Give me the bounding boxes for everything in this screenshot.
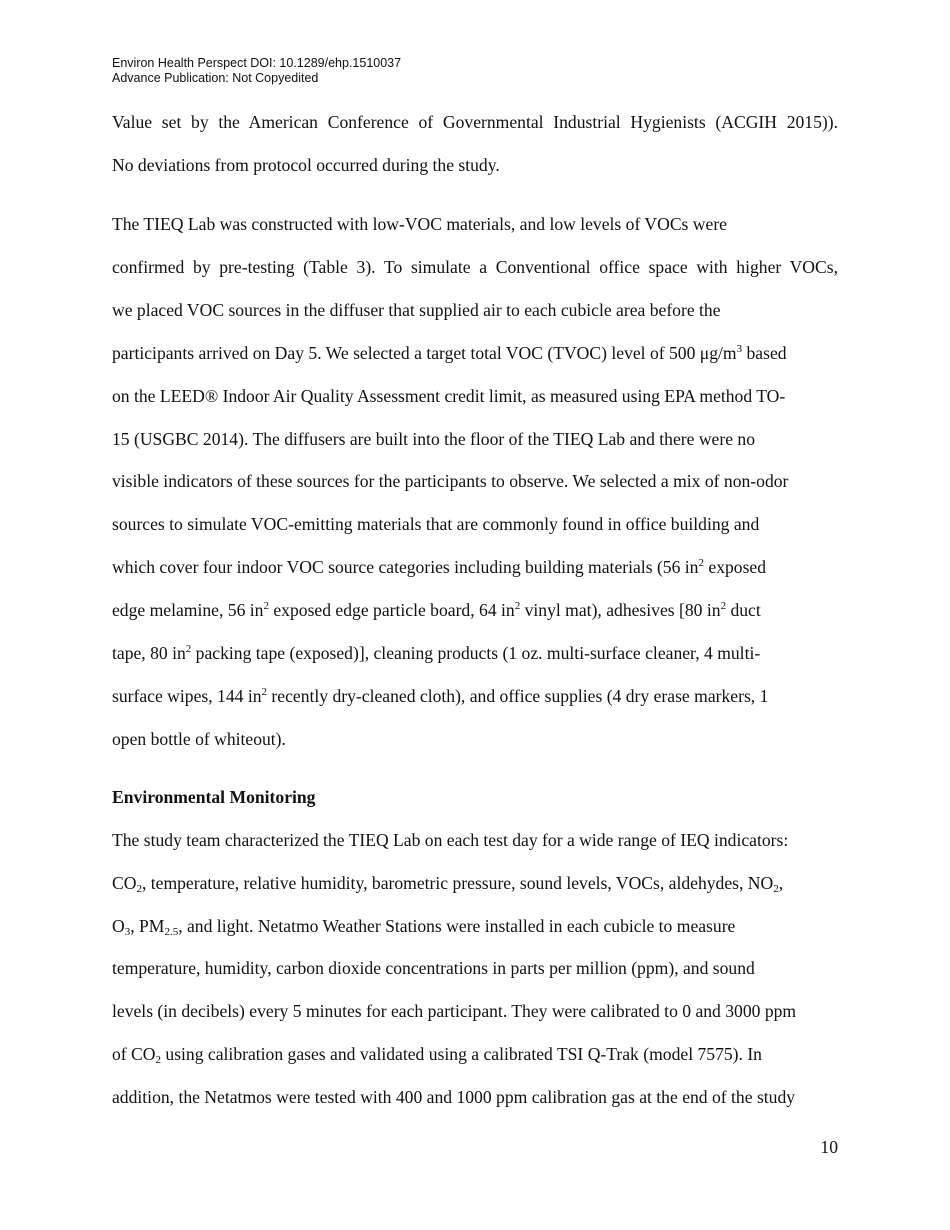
superscript: 2: [698, 557, 704, 569]
paragraph-2-line-13: open bottle of whiteout).: [112, 729, 286, 749]
paragraph-3-line-2: [112, 873, 783, 894]
paragraph-2-line-2: confirmed by pre-testing (Table 3). To simulate a Conventional office space with higher VOCs,: [112, 257, 838, 277]
paragraph-3-line-6: [112, 1044, 762, 1065]
section-heading: Environmental Monitoring: [112, 787, 316, 807]
paragraph-2-line-3: we placed VOC sources in the diffuser that supplied air to each cubicle area before the: [112, 300, 721, 320]
publication-status-line: Advance Publication: Not Copyedited: [112, 71, 319, 85]
paragraph-3-line-1: The study team characterized the TIEQ Lab on each test day for a wide range of IEQ indicators:: [112, 830, 789, 850]
text-run: based: [742, 343, 787, 363]
superscript: 2: [185, 643, 192, 655]
text-run: participants arrived on Day 5. We selected a target total VOC (TVOC) level of 500 μg/m: [112, 343, 737, 363]
text-run: tape, 80 in: [112, 643, 186, 663]
subscript: 2.5: [164, 926, 179, 938]
text-run: surface wipes, 144 in: [112, 686, 262, 706]
text-run: duct: [726, 600, 761, 620]
superscript: 2: [720, 600, 727, 612]
text-run: vinyl mat), adhesives [80 in: [520, 600, 721, 620]
text-run: CO: [112, 873, 137, 893]
paragraph-3-line-7: addition, the Netatmos were tested with 400 and 1000 ppm calibration gas at the end of the study: [112, 1087, 796, 1107]
paragraph-2-line-10: [112, 600, 761, 621]
paragraph-1-line-1: Value set by the American Conference of Governmental Industrial Hygienists (ACGIH 2015)).: [112, 112, 838, 132]
paragraph-2-line-12: [112, 686, 768, 707]
paragraph-3-line-5: levels (in decibels) every 5 minutes for each participant. They were calibrated to 0 and 3000 ppm: [112, 1001, 797, 1021]
page-number: 10: [820, 1137, 838, 1157]
text-run: exposed edge particle board, 64 in: [268, 600, 515, 620]
text-run: of CO: [112, 1044, 156, 1064]
text-run: packing tape (exposed)], cleaning products (1 oz. multi-surface cleaner, 4 multi-: [191, 643, 761, 663]
superscript: 3: [736, 343, 743, 355]
running-header: [112, 56, 401, 86]
paragraph-2-line-9: [112, 557, 766, 578]
text-run: O: [112, 916, 125, 936]
paragraph-3-line-4: temperature, humidity, carbon dioxide concentrations in parts per million (ppm), and sound: [112, 958, 755, 978]
subscript: 2: [155, 1054, 161, 1066]
subscript: 2: [773, 883, 779, 895]
text-run: which cover four indoor VOC source categories including building materials (56 in: [112, 557, 699, 577]
paragraph-1-line-2: No deviations from protocol occurred during the study.: [112, 155, 500, 175]
text-run: using calibration gases and validated using a calibrated TSI Q-Trak (model 7575). In: [161, 1044, 762, 1064]
text-run: , and light. Netatmo Weather Stations were installed in each cubicle to measure: [178, 916, 736, 936]
subscript: 2: [136, 883, 142, 895]
paragraph-3-line-3: [112, 916, 735, 937]
paragraph-2-line-4: [112, 343, 787, 364]
text-run: , PM: [130, 916, 165, 936]
journal-doi-line: Environ Health Perspect DOI: 10.1289/ehp.1510037: [112, 56, 402, 70]
text-run: edge melamine, 56 in: [112, 600, 264, 620]
text-run: exposed: [703, 557, 767, 577]
paragraph-2-line-11: [112, 643, 760, 664]
superscript: 2: [263, 600, 269, 612]
superscript: 2: [261, 686, 268, 698]
text-run: ,: [778, 873, 784, 893]
paragraph-2-line-7: visible indicators of these sources for the participants to observe. We selected a mix of non-odor: [112, 471, 789, 491]
paragraph-2-line-1: The TIEQ Lab was constructed with low-VOC materials, and low levels of VOCs were: [112, 214, 727, 234]
text-run: , temperature, relative humidity, barometric pressure, sound levels, VOCs, aldehydes, NO: [141, 873, 774, 893]
text-run: recently dry-cleaned cloth), and office supplies (4 dry erase markers, 1: [267, 686, 769, 706]
superscript: 2: [514, 600, 521, 612]
subscript: 3: [124, 926, 131, 938]
paragraph-2-line-8: sources to simulate VOC-emitting materials that are commonly found in office building and: [112, 514, 760, 534]
paragraph-2-line-6: 15 (USGBC 2014). The diffusers are built into the floor of the TIEQ Lab and there were no: [112, 429, 755, 449]
paragraph-2-line-5: on the LEED® Indoor Air Quality Assessment credit limit, as measured using EPA method TO-: [112, 386, 786, 406]
